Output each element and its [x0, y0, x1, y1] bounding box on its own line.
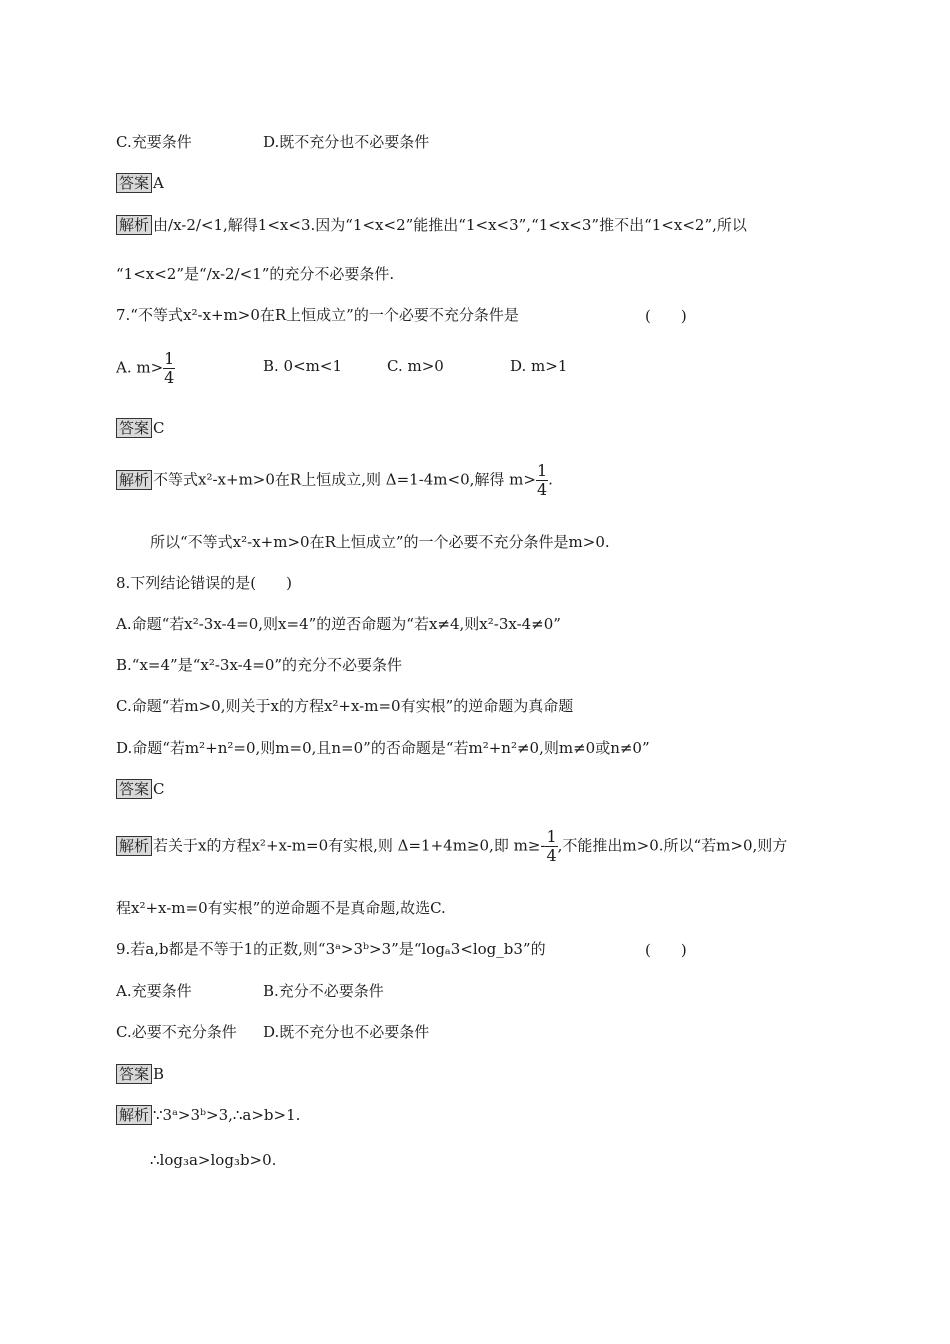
q9-analysis-line [116, 1105, 300, 1125]
q7-answer-line [116, 418, 165, 438]
q6-analysis-text-1: 由/x-2/<1,解得1<x<3.因为“1<x<2”能推出“1<x<3”,“1<x<3”推不出“1<x<2”,所以 [153, 216, 747, 234]
q8-analysis-text-2: 程x²+x-m=0有实根”的逆命题不是真命题,故选C. [116, 899, 446, 917]
q8-answer: C [153, 780, 165, 798]
q8-answer-line [116, 779, 165, 799]
q7-analysis-text-1: 不等式x²-x+m>0在R上恒成立,则 Δ=1-4m<0,解得 m> [153, 470, 536, 489]
q9-option-d: D.既不充分也不必要条件 [263, 1023, 430, 1041]
answer-tag: 答案 [116, 418, 152, 438]
q7-analysis-line: 解析 不等式x²-x+m>0在R上恒成立,则 Δ=1-4m<0,解得 m> $\frac{1}{4}$ . [116, 462, 553, 499]
q7-option-d: D. m>1 [510, 357, 568, 375]
q9-option-c: C.必要不充分条件 [116, 1023, 237, 1041]
q6-answer: A [153, 174, 164, 192]
q6-answer-line [116, 173, 164, 193]
analysis-tag: 解析 [116, 470, 152, 490]
q7-option-a-fraction: $\frac{1}{4}$ [164, 349, 175, 387]
q8-option-a: A.命题“若x²-3x-4=0,则x=4”的逆否命题为“若x≠4,则x²-3x-4≠0” [116, 615, 561, 633]
analysis-tag: 解析 [116, 215, 152, 235]
answer-tag: 答案 [116, 173, 152, 193]
q6-option-c: C.充要条件 [116, 133, 192, 151]
q8-option-d: D.命题“若m²+n²=0,则m=0,且n=0”的否命题是“若m²+n²≠0,则m≠0或n≠0” [116, 739, 650, 757]
analysis-tag: 解析 [116, 1105, 152, 1125]
q6-option-d: D.既不充分也不必要条件 [263, 133, 430, 151]
q7-option-c: C. m>0 [387, 357, 444, 375]
q9-analysis-text-2: ∴log₃a>log₃b>0. [150, 1151, 277, 1169]
q6-analysis-text-2: “1<x<2”是“/x-2/<1”的充分不必要条件. [116, 265, 395, 283]
q8-analysis-line [116, 828, 787, 865]
answer-tag: 答案 [116, 1064, 152, 1084]
q8-stem: 8.下列结论错误的是( ) [116, 574, 293, 592]
q6-analysis-line [116, 215, 747, 235]
q7-option-a [116, 350, 175, 387]
answer-tag: 答案 [116, 779, 152, 799]
q8-analysis-text-1b: ,不能推出m>0.所以“若m>0,则方 [557, 836, 788, 855]
q7-stem: 7.“不等式x²-x+m>0在R上恒成立”的一个必要不充分条件是 [116, 306, 519, 324]
q9-answer-paren: ( ) [645, 941, 687, 959]
q7-analysis-text-2: 所以“不等式x²-x+m>0在R上恒成立”的一个必要不充分条件是m>0. [150, 533, 610, 551]
q8-analysis-text-1: 若关于x的方程x²+x-m=0有实根,则 Δ=1+4m≥0,即 m≥- [153, 836, 546, 855]
q9-answer: B [153, 1065, 165, 1083]
q7-answer: C [153, 419, 165, 437]
q9-option-b: B.充分不必要条件 [263, 982, 384, 1000]
q9-answer-line [116, 1064, 164, 1084]
q8-option-c: C.命题“若m>0,则关于x的方程x²+x-m=0有实根”的逆命题为真命题 [116, 697, 574, 715]
q7-option-a-prefix: A. m> [116, 358, 164, 377]
q9-stem: 9.若a,b都是不等于1的正数,则“3ᵃ>3ᵇ>3”是“logₐ3<log_b3”的 [116, 940, 546, 958]
q8-analysis-fraction: $\frac{1}{4}$ [546, 827, 557, 865]
q9-analysis-text-1: ∵3ᵃ>3ᵇ>3,∴a>b>1. [153, 1106, 301, 1124]
q7-option-b: B. 0<m<1 [263, 357, 343, 375]
q7-analysis-fraction: $\frac{1}{4}$ [536, 461, 548, 499]
analysis-tag: 解析 [116, 836, 152, 856]
q9-option-a: A.充要条件 [116, 982, 192, 1000]
q7-answer-paren: ( ) [645, 307, 687, 325]
q8-option-b: B.“x=4”是“x²-3x-4=0”的充分不必要条件 [116, 656, 403, 674]
